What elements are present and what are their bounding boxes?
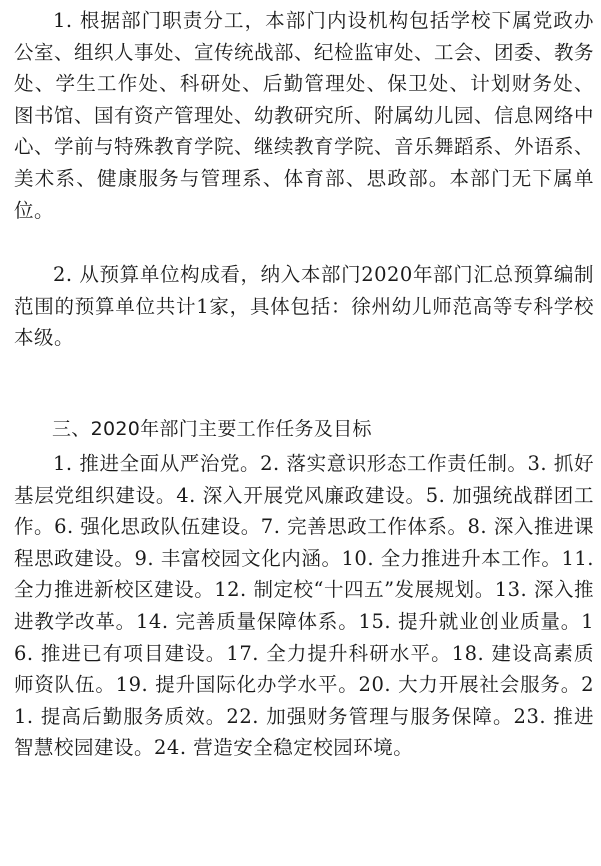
section-heading: 三、2020年部门主要工作任务及目标 [52,418,372,440]
paragraph-internal-departments: 1. 根据部门职责分工，本部门内设机构包括学校下属党政办公室、组织人事处、宣传统战部、纪检监审处、工会、团委、教务处、学生工作处、科研处、后勤管理处、保卫处、计划财务处、 图书馆、国有资产管理处、幼教研究所、附属幼儿园、信息网络中心、学前与特殊教育学院、继续教育学院、音乐舞蹈系、外语系、美术系、健康服务与管理系、体育部、思政部。本部门无下属单位。 [14,9,595,222]
paragraph-work-tasks: 1. 推进全面从严治党。2. 落实意识形态工作责任制。3. 抓好基层党组织建设。4. 深入开展党风廉政建设。5. 加强统战群团工作。6. 强化思政队伍建设。7. 完善思政工作体系。8. 深入推进课程思政建设。9. 丰富校园文化内涵。10. 全力推进升本工作。11. 全力推进新校区建设。12. 制定校“十四五”发展规划。13. 深入推进教学改革。14. 完善质量保障体系。15. 提升就业创业质量。16. 推进已有项目建设。17. 全力提升科研水平。18. 建设高素质师资队伍。19. 提升国际化办学水平。20. 大力开展社会服务。21. 提高后勤服务质效。22. 加强财务管理与服务保障。23. 推进智慧校园建设。24. 营造安全稳定校园环境。 [14,452,594,760]
paragraph-budget-units: 2. 从预算单位构成看，纳入本部门2020年部门汇总预算编制范围的预算单位共计1家，具体包括：徐州幼儿师范高等专科学校本级。 [14,263,594,350]
